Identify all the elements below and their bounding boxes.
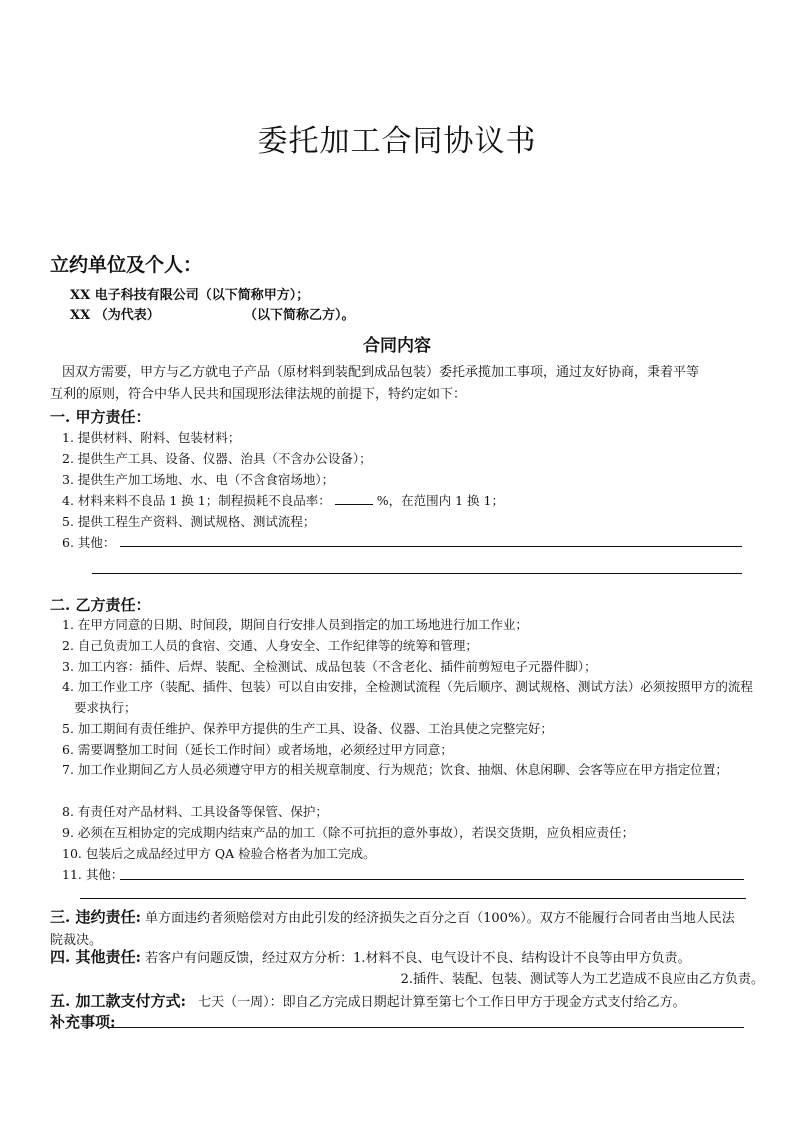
section-d-line-1: 若客户有问题反馈，经过双方分析：1.材料不良、电气设计不良、结构设计不良等由甲方负责。 xyxy=(145,951,691,966)
section-c-text: 单方面违约者须赔偿对方由此引发的经济损失之百分之百（100%）。双方不能履行合同者由当地人民法院裁决。 xyxy=(50,911,735,948)
rate-blank xyxy=(335,493,373,505)
party-b-name: XX （为代表） xyxy=(70,308,160,323)
section-b-item-10: 10. 包装后之成品经过甲方 QA 检验合格者为加工完成。 xyxy=(62,846,376,861)
section-b-item-2: 2. 自己负责加工人员的食宿、交通、人身安全、工作纪律等的统筹和管理； xyxy=(62,638,478,653)
section-a-item-6: 6. 其他： xyxy=(62,535,116,550)
section-a-item-3: 3. 提供生产加工场地、水、电（不含食宿场地）； xyxy=(62,472,335,487)
section-b-item-6: 6. 需要调整加工时间（延长工作时间）或者场地，必须经过甲方同意； xyxy=(62,742,453,757)
section-e xyxy=(50,990,686,1011)
section-b-item-7: 7. 加工作业期间乙方人员必须遵守甲方的相关规章制度、行为规范；饮食、抽烟、休息闲聊、会客等应在甲方指定位置； xyxy=(62,762,728,777)
section-b-item-4: 4. 加工作业工序（装配、插件、包装）可以自由安排，全检测试流程（先后顺序、测试规格、测试方法）必须按照甲方的流程要求执行； xyxy=(62,679,753,715)
supplement-label: 补充事项: xyxy=(50,1013,116,1031)
content-title: 合同内容 xyxy=(363,336,431,356)
section-a-item-1: 1. 提供材料、附料、包装材料； xyxy=(62,430,241,445)
section-a-item-4 xyxy=(62,491,504,509)
section-b-heading: 二. 乙方责任： xyxy=(50,596,151,614)
section-b-item-5: 5. 加工期间有责任维护、保养甲方提供的生产工具、设备、仪器、工治具使之完整完好； xyxy=(62,721,553,736)
section-a-other-line-2 xyxy=(92,573,742,574)
section-b-item-11: 11. 其他： xyxy=(62,867,124,882)
section-c-heading: 三. 违约责任: xyxy=(50,908,141,926)
section-b-other-line-2 xyxy=(80,898,746,899)
section-a-item-4-suffix: %，在范围内 1 换 1； xyxy=(376,493,504,508)
section-a-item-5: 5. 提供工程生产资料、测试规格、测试流程； xyxy=(62,514,316,529)
parties-heading: 立约单位及个人： xyxy=(50,254,203,276)
intro-line-2: 互利的原则，符合中华人民共和国现形法律法规的前提下，特约定如下： xyxy=(50,387,467,402)
section-b-item-8: 8. 有责任对产品材料、工具设备等保管、保护； xyxy=(62,804,328,819)
section-e-heading: 五. 加工款支付方式: xyxy=(50,992,186,1010)
supplement-line xyxy=(108,1027,744,1028)
section-a-item-2: 2. 提供生产工具、设备、仪器、治具（不含办公设备）； xyxy=(62,451,372,466)
section-b-item-1: 1. 在甲方同意的日期、时间段，期间自行安排人员到指定的加工场地进行加工作业； xyxy=(62,617,528,632)
section-d-line-2: 2.插件、装配、包装、测试等人为工艺造成不良应由乙方负责。 xyxy=(400,972,764,987)
section-e-text: 七天（一周）：即自乙方完成日期起计算至第七个工作日甲方于现金方式支付给乙方。 xyxy=(198,995,686,1010)
party-b-note: （以下简称乙方）。 xyxy=(244,308,355,323)
section-b-item-9: 9. 必须在互相协定的完成期内结束产品的加工（除不可抗拒的意外事故），若误交货期，应负相应责任； xyxy=(62,825,635,840)
section-b-other-line-1 xyxy=(120,879,744,880)
intro-line-1: 因双方需要，甲方与乙方就电子产品（原材料到装配到成品包装）委托承揽加工事项，通过友好协商，秉着平等 xyxy=(62,365,700,380)
document-title: 委托加工合同协议书 xyxy=(257,124,537,159)
section-d xyxy=(50,946,691,967)
section-b-item-3: 3. 加工内容：插件、后焊、装配、全检测试、成品包装（不含老化、插件前剪短电子元器件脚）； xyxy=(62,659,597,674)
section-a-heading: 一. 甲方责任： xyxy=(50,408,151,426)
section-a-other-line-1 xyxy=(120,546,742,547)
section-a-item-4-text: 4. 材料来料不良品 1 换 1；制程损耗不良品率： xyxy=(62,493,331,508)
section-d-heading: 四. 其他责任: xyxy=(50,948,141,966)
party-a: XX 电子科技有限公司（以下简称甲方）； xyxy=(70,288,310,303)
